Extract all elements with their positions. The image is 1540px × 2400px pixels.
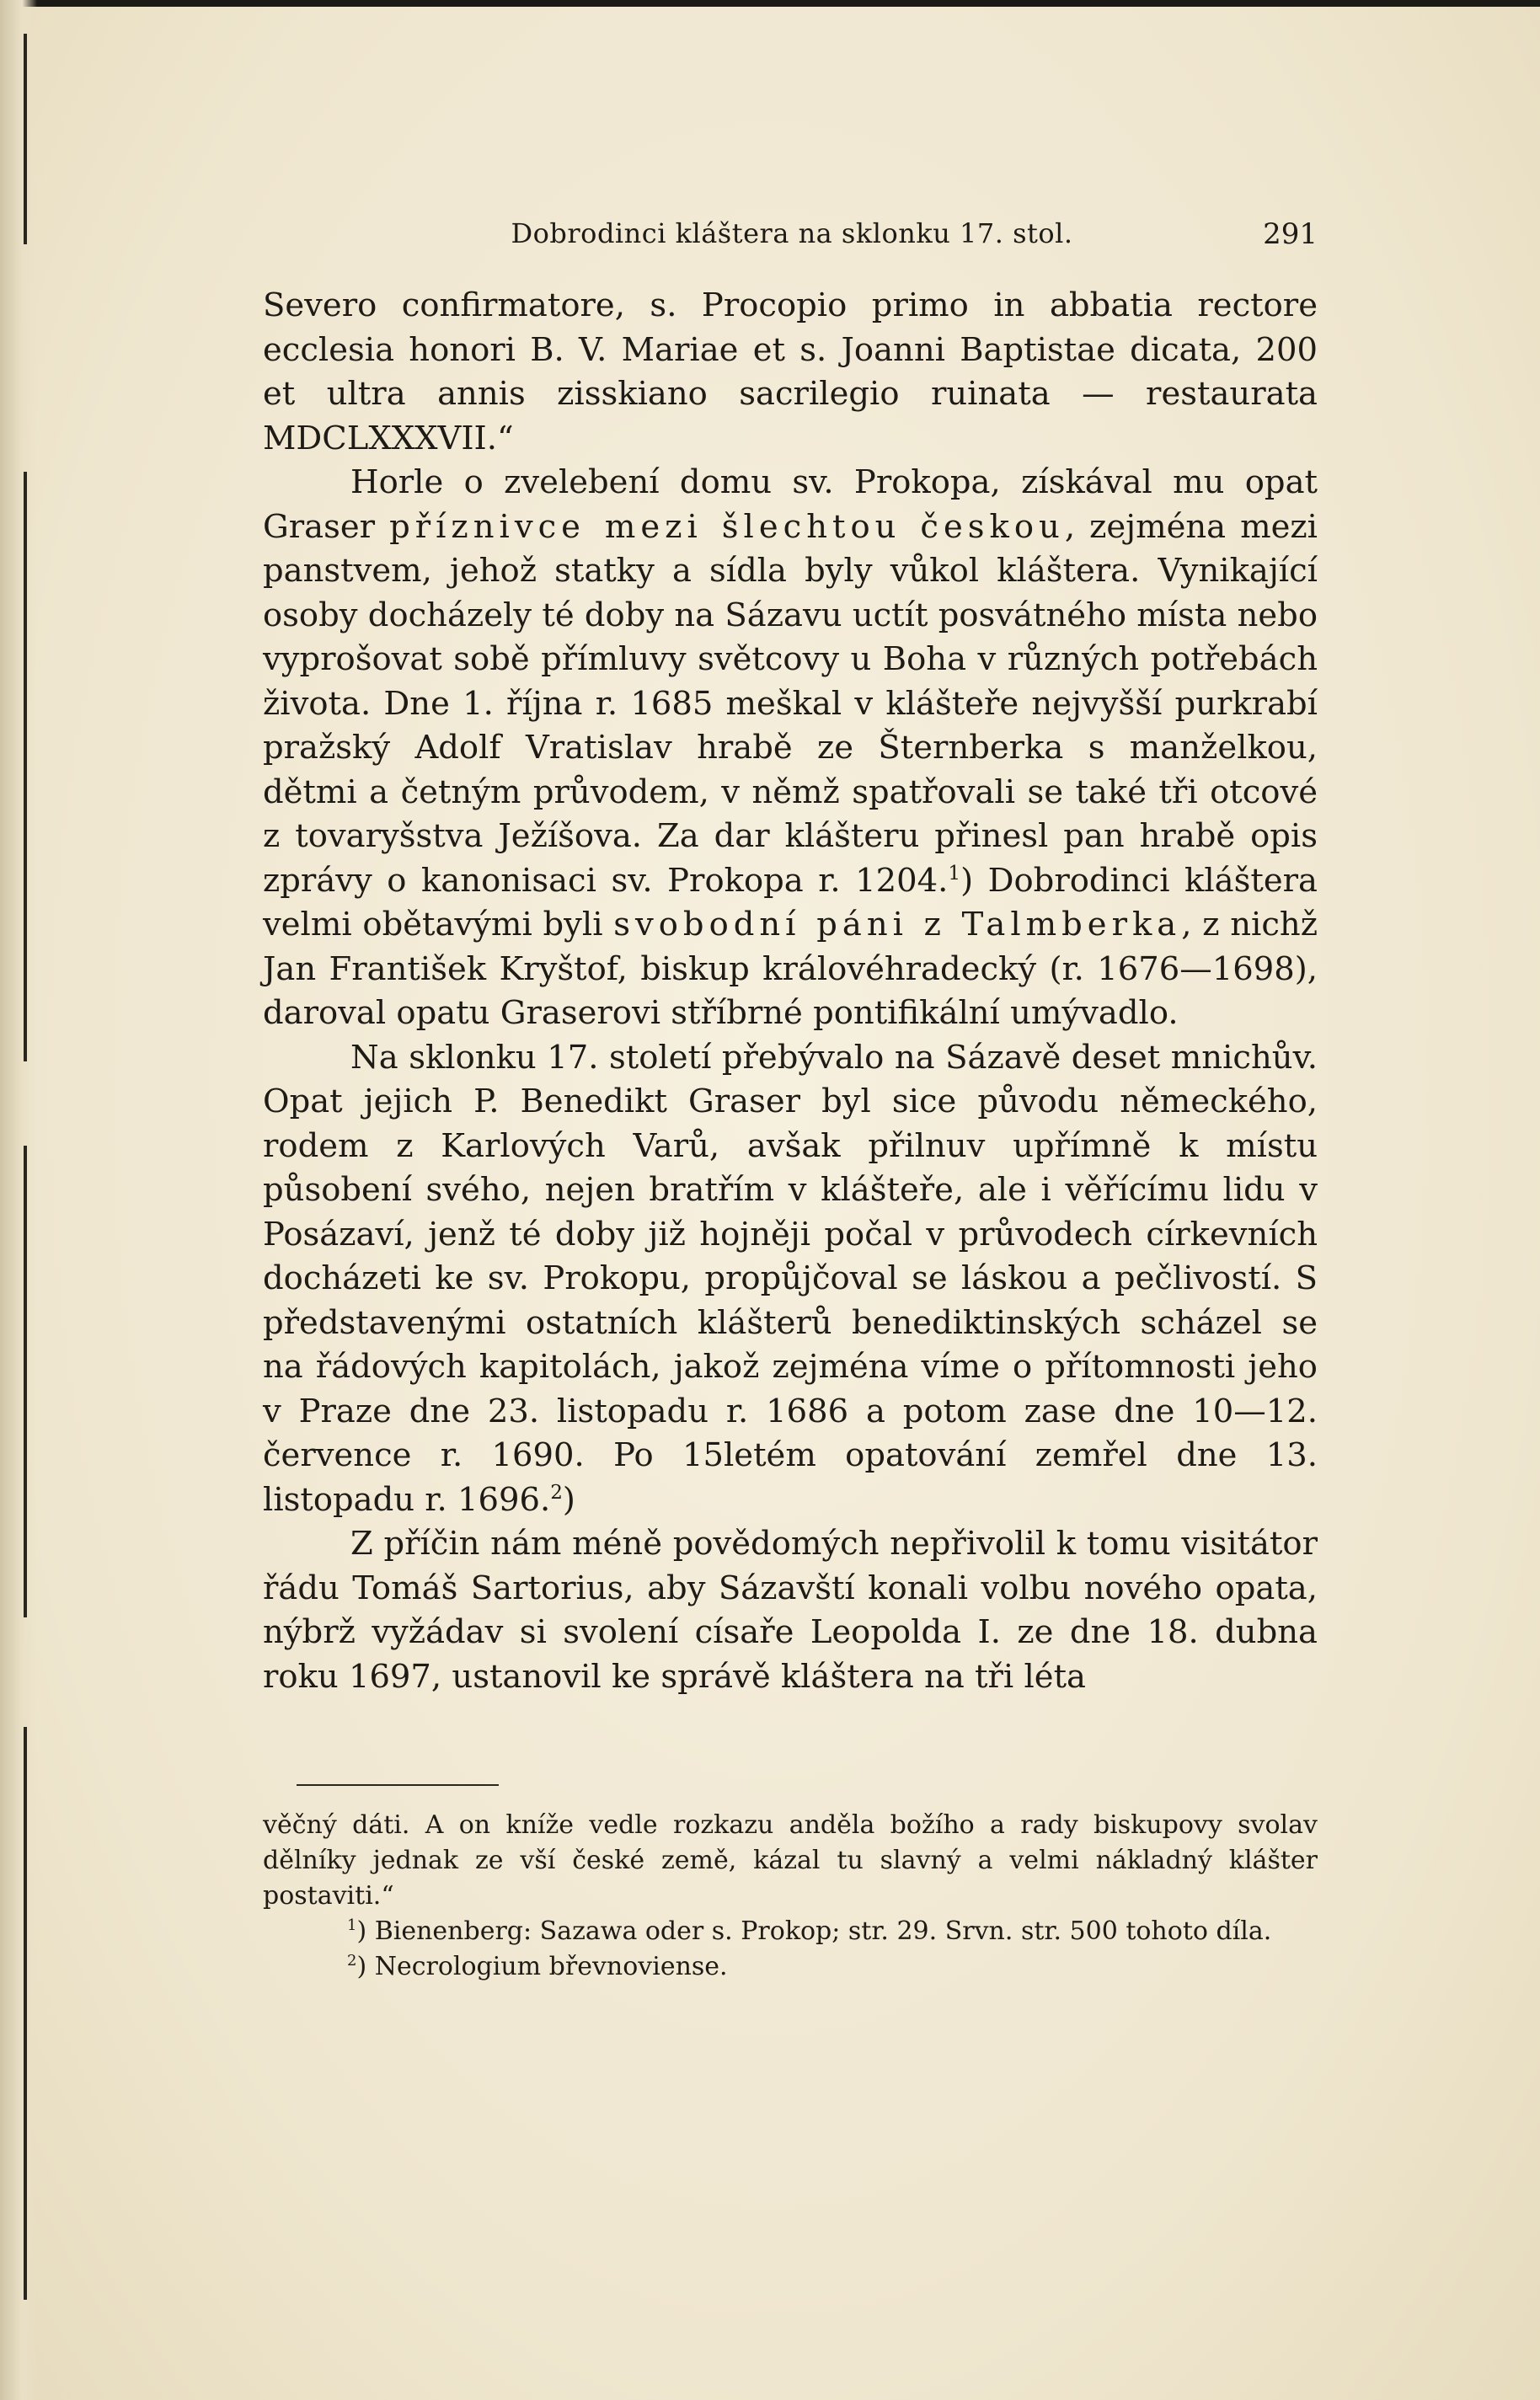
- paragraph-text: Severo confirmatore, s. Procopio primo in abbatia rectore ecclesia honori B. V. Mariae et s. Joanni Baptistae dicata, 200 et ultra annis zisskiano sacrilegio ruinata — restaurata MDCLXXXVII.“: [263, 286, 1318, 457]
- footnote-separator: [297, 1784, 499, 1786]
- footnote-mark: 1: [347, 1916, 357, 1934]
- binding-line: [24, 34, 27, 244]
- paragraph-text: Horle o zvelebení domu sv. Prokopa, získával mu opat Graser: [263, 463, 1318, 546]
- paragraph-text: Na sklonku 17. století přebývalo na Sázavě deset mnichův. Opat jejich P. Benedikt Graser byl sice původu německého, rodem z Karlových Varů, avšak přilnuv upřímně k místu působení svého, nejen bratřím v klášteře, ale i věřícímu lidu v Posázaví, jenž té doby již hojněji počal v průvodech církevních docházeti ke sv. Prokopu, propůjčoval se láskou a pečlivostí. S představenými ostatních klášterů benediktinských scházel se na řádových kapitolách, jakož zejména víme o přítomnosti jeho v Praze dne 23. listopadu r. 1686 a potom zase dne 10—12. července r. 1690. Po 15letém opatování zemřel dne 13. listopadu r. 1696.: [263, 1038, 1318, 1519]
- footnote-ref: 2: [550, 1481, 563, 1504]
- footnote-ref: 1: [948, 862, 961, 885]
- footnote-text: věčný dáti. A on kníže vedle rozkazu anděla božího a rady biskupovy svolav dělníky jednak ze vší české země, kázal tu slavný a velmi nákladný klášter postaviti.“: [263, 1810, 1318, 1911]
- paragraph-text: ) Dobrodinci kláštera velmi obětavými byli: [263, 861, 1318, 943]
- footnote: [263, 1949, 1318, 1985]
- paragraph-text: , zejména mezi panstvem, jehož statky a sídla byly vůkol kláštera. Vynikající osoby docházely té doby na Sázavu uctít posvátného místa nebo vyprošovat sobě přímluvy světcovy u Boha v různých potřebách života. Dne 1. října r. 1685 meškal v klášteře nejvyšší purkrabí pražský Adolf Vratislav hrabě ze Šternberka s manželkou, dětmi a četným průvodem, v němž spatřovali se také tři otcové z tovaryšstva Ježíšova. Za dar klášteru přinesl pan hrabě opis zprávy o kanonisaci sv. Prokopa r. 1204.: [263, 507, 1318, 900]
- paragraph: [263, 1036, 1318, 1523]
- paragraph-text: ): [562, 1480, 575, 1519]
- footnotes: [263, 1808, 1318, 1985]
- binding-line: [24, 1146, 27, 1617]
- footnote-text: ) Necrologium břevnoviense.: [356, 1952, 728, 1981]
- paragraph: [263, 1522, 1318, 1699]
- main-text: [263, 284, 1318, 1699]
- scan-top-edge: [0, 0, 1540, 7]
- footnote-mark: 2: [347, 1952, 357, 1970]
- page-header: [266, 217, 1318, 259]
- spaced-emphasis: svobodní páni z Talmberka: [613, 906, 1182, 943]
- book-spine-edge: [0, 0, 37, 2400]
- paragraph-text: Z příčin nám méně povědomých nepřivolil k tomu visitátor řádu Tomáš Sartorius, aby Sázavští konali volbu nového opata, nýbrž vyžádav si svolení císaře Leopolda I. ze dne 18. dubna roku 1697, ustanovil ke správě kláštera na tři léta: [263, 1525, 1318, 1696]
- binding-line: [24, 1727, 27, 2300]
- paragraph: [263, 284, 1318, 461]
- paragraph-text: , z nichž Jan František Kryštof, biskup královéhradecký (r. 1676—1698), daroval opatu Graserovi stříbrné pontifikální umývadlo.: [263, 906, 1318, 1032]
- page-number: 291: [1263, 217, 1318, 251]
- footnote-continuation: [263, 1808, 1318, 1914]
- footnote-text: ) Bienenberg: Sazawa oder s. Prokop; str. 29. Srvn. str. 500 tohoto díla.: [356, 1916, 1272, 1946]
- binding-line: [24, 472, 27, 1061]
- running-head: Dobrodinci kláštera na sklonku 17. stol.: [511, 217, 1073, 249]
- footnote: [263, 1914, 1318, 1949]
- paragraph: [263, 461, 1318, 1036]
- spaced-emphasis: příznivce mezi šlechtou českou: [389, 507, 1065, 546]
